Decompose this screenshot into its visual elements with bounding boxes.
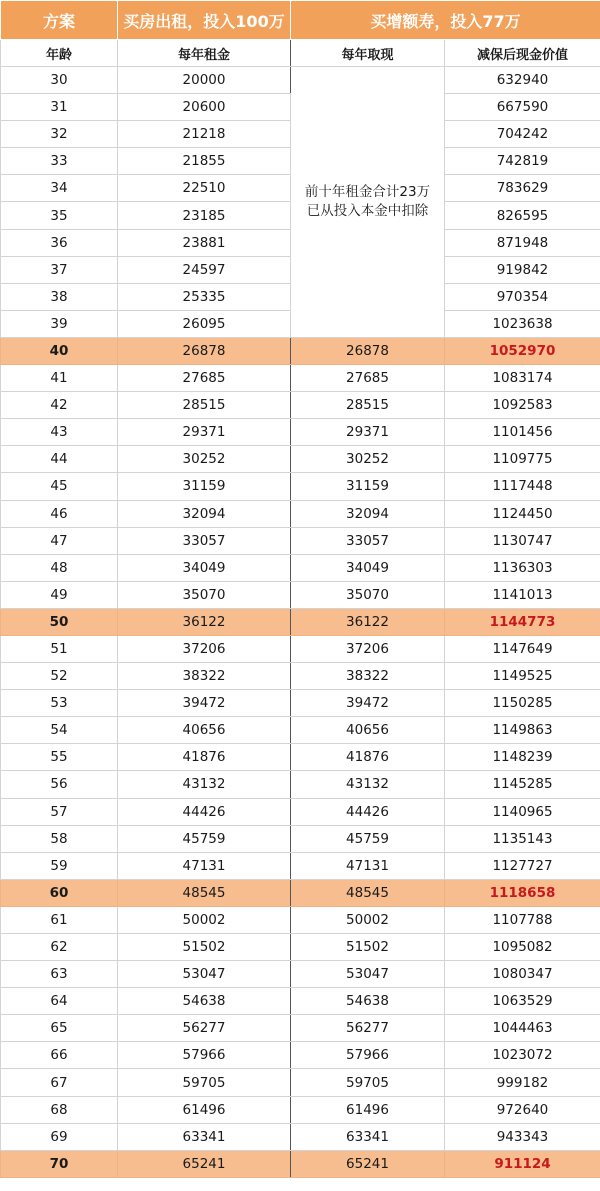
cash-value-cell: 1095082 [445, 934, 600, 961]
cash-value-cell: 911124 [445, 1150, 600, 1177]
annual-rent-cell: 26878 [118, 337, 291, 364]
cash-value-cell: 1144773 [445, 608, 600, 635]
age-cell: 64 [1, 988, 118, 1015]
annual-rent-cell: 59705 [118, 1069, 291, 1096]
annual-rent-cell: 50002 [118, 906, 291, 933]
age-cell: 68 [1, 1096, 118, 1123]
table-row [1, 961, 600, 988]
annual-withdrawal-cell: 40656 [291, 717, 445, 744]
deduction-note [291, 67, 445, 338]
cash-value-cell: 1140965 [445, 798, 600, 825]
annual-rent-cell: 21855 [118, 148, 291, 175]
annual-withdrawal-cell: 51502 [291, 934, 445, 961]
cash-value-cell: 667590 [445, 94, 600, 121]
age-cell: 32 [1, 121, 118, 148]
age-cell: 35 [1, 202, 118, 229]
annual-withdrawal-cell: 35070 [291, 581, 445, 608]
subheader-age: 年龄 [1, 40, 118, 67]
annual-rent-cell: 22510 [118, 175, 291, 202]
annual-withdrawal-cell: 59705 [291, 1069, 445, 1096]
annual-rent-cell: 31159 [118, 473, 291, 500]
age-cell: 39 [1, 310, 118, 337]
table-row [1, 744, 600, 771]
table-row [1, 1042, 600, 1069]
table-row [1, 1069, 600, 1096]
age-cell: 52 [1, 663, 118, 690]
annual-rent-cell: 41876 [118, 744, 291, 771]
cash-value-cell: 1145285 [445, 771, 600, 798]
table-row [1, 67, 600, 94]
annual-withdrawal-cell: 53047 [291, 961, 445, 988]
cash-value-cell: 1124450 [445, 500, 600, 527]
table-row [1, 852, 600, 879]
annual-withdrawal-cell: 45759 [291, 825, 445, 852]
age-cell: 31 [1, 94, 118, 121]
annual-withdrawal-cell: 47131 [291, 852, 445, 879]
table-row [1, 1123, 600, 1150]
annual-rent-cell: 37206 [118, 635, 291, 662]
age-cell: 38 [1, 283, 118, 310]
table-row [1, 392, 600, 419]
table-row [1, 798, 600, 825]
table-row [1, 771, 600, 798]
header-option-b: 买增额寿，投入77万 [291, 1, 600, 40]
age-cell: 47 [1, 527, 118, 554]
table-row [1, 988, 600, 1015]
annual-rent-cell: 23185 [118, 202, 291, 229]
annual-withdrawal-cell: 48545 [291, 879, 445, 906]
annual-rent-cell: 45759 [118, 825, 291, 852]
age-cell: 57 [1, 798, 118, 825]
annual-rent-cell: 25335 [118, 283, 291, 310]
age-cell: 54 [1, 717, 118, 744]
annual-withdrawal-cell: 65241 [291, 1150, 445, 1177]
annual-withdrawal-cell: 36122 [291, 608, 445, 635]
cash-value-cell: 1023072 [445, 1042, 600, 1069]
annual-withdrawal-cell: 57966 [291, 1042, 445, 1069]
age-cell: 58 [1, 825, 118, 852]
annual-rent-cell: 54638 [118, 988, 291, 1015]
annual-rent-cell: 20600 [118, 94, 291, 121]
age-cell: 60 [1, 879, 118, 906]
annual-withdrawal-cell: 34049 [291, 554, 445, 581]
cash-value-cell: 1149525 [445, 663, 600, 690]
table-row [1, 717, 600, 744]
cash-value-cell: 704242 [445, 121, 600, 148]
cash-value-cell: 1141013 [445, 581, 600, 608]
annual-rent-cell: 44426 [118, 798, 291, 825]
cash-value-cell: 1109775 [445, 446, 600, 473]
age-cell: 65 [1, 1015, 118, 1042]
table-row [1, 934, 600, 961]
annual-rent-cell: 53047 [118, 961, 291, 988]
age-cell: 53 [1, 690, 118, 717]
annual-rent-cell: 36122 [118, 608, 291, 635]
cash-value-cell: 826595 [445, 202, 600, 229]
annual-withdrawal-cell: 56277 [291, 1015, 445, 1042]
cash-value-cell: 1023638 [445, 310, 600, 337]
annual-withdrawal-cell: 61496 [291, 1096, 445, 1123]
subheader-row [1, 40, 600, 67]
cash-value-cell: 1135143 [445, 825, 600, 852]
annual-withdrawal-cell: 27685 [291, 365, 445, 392]
table-row [1, 825, 600, 852]
annual-withdrawal-cell: 30252 [291, 446, 445, 473]
annual-rent-cell: 47131 [118, 852, 291, 879]
deduction-note-line-2: 已从投入本金中扣除 [306, 202, 429, 219]
table-row [1, 337, 600, 364]
annual-rent-cell: 28515 [118, 392, 291, 419]
table-row [1, 663, 600, 690]
age-cell: 59 [1, 852, 118, 879]
annual-withdrawal-cell: 26878 [291, 337, 445, 364]
header-option-a: 买房出租，投入100万 [118, 1, 291, 40]
cash-value-cell: 1052970 [445, 337, 600, 364]
cash-value-cell: 1149863 [445, 717, 600, 744]
subheader-cash-value: 减保后现金价值 [445, 40, 600, 67]
cash-value-cell: 943343 [445, 1123, 600, 1150]
table-row [1, 500, 600, 527]
deduction-note-line-1: 前十年租金合计23万 [304, 183, 431, 200]
age-cell: 46 [1, 500, 118, 527]
cash-value-cell: 919842 [445, 256, 600, 283]
cash-value-cell: 1101456 [445, 419, 600, 446]
age-cell: 41 [1, 365, 118, 392]
cash-value-cell: 1083174 [445, 365, 600, 392]
table-row [1, 1096, 600, 1123]
header-row [1, 1, 600, 40]
annual-withdrawal-cell: 31159 [291, 473, 445, 500]
age-cell: 44 [1, 446, 118, 473]
age-cell: 49 [1, 581, 118, 608]
annual-rent-cell: 61496 [118, 1096, 291, 1123]
annual-rent-cell: 39472 [118, 690, 291, 717]
header-plan: 方案 [1, 1, 118, 40]
annual-rent-cell: 43132 [118, 771, 291, 798]
annual-rent-cell: 63341 [118, 1123, 291, 1150]
annual-withdrawal-cell: 44426 [291, 798, 445, 825]
annual-rent-cell: 35070 [118, 581, 291, 608]
age-cell: 70 [1, 1150, 118, 1177]
table-row [1, 879, 600, 906]
table-row [1, 581, 600, 608]
annual-withdrawal-cell: 43132 [291, 771, 445, 798]
subheader-annual-withdrawal: 每年取现 [291, 40, 445, 67]
age-cell: 43 [1, 419, 118, 446]
annual-rent-cell: 26095 [118, 310, 291, 337]
annual-withdrawal-cell: 41876 [291, 744, 445, 771]
annual-withdrawal-cell: 38322 [291, 663, 445, 690]
cash-value-cell: 1063529 [445, 988, 600, 1015]
table-row [1, 608, 600, 635]
cash-value-cell: 1118658 [445, 879, 600, 906]
annual-rent-cell: 57966 [118, 1042, 291, 1069]
table-row [1, 473, 600, 500]
age-cell: 37 [1, 256, 118, 283]
annual-rent-cell: 56277 [118, 1015, 291, 1042]
age-cell: 56 [1, 771, 118, 798]
annual-rent-cell: 29371 [118, 419, 291, 446]
cash-value-cell: 1092583 [445, 392, 600, 419]
age-cell: 55 [1, 744, 118, 771]
cash-value-cell: 970354 [445, 283, 600, 310]
table-row [1, 635, 600, 662]
annual-rent-cell: 20000 [118, 67, 291, 94]
cash-value-cell: 1148239 [445, 744, 600, 771]
age-cell: 33 [1, 148, 118, 175]
table-row [1, 906, 600, 933]
annual-rent-cell: 32094 [118, 500, 291, 527]
annual-rent-cell: 21218 [118, 121, 291, 148]
age-cell: 34 [1, 175, 118, 202]
age-cell: 40 [1, 337, 118, 364]
annual-withdrawal-cell: 63341 [291, 1123, 445, 1150]
annual-withdrawal-cell: 50002 [291, 906, 445, 933]
table-row [1, 527, 600, 554]
annual-rent-cell: 23881 [118, 229, 291, 256]
annual-withdrawal-cell: 39472 [291, 690, 445, 717]
cash-value-cell: 1044463 [445, 1015, 600, 1042]
cash-value-cell: 783629 [445, 175, 600, 202]
cash-value-cell: 632940 [445, 67, 600, 94]
annual-withdrawal-cell: 28515 [291, 392, 445, 419]
cash-value-cell: 1127727 [445, 852, 600, 879]
annual-rent-cell: 48545 [118, 879, 291, 906]
annual-rent-cell: 34049 [118, 554, 291, 581]
cash-value-cell: 1150285 [445, 690, 600, 717]
table-row [1, 446, 600, 473]
cash-value-cell: 871948 [445, 229, 600, 256]
age-cell: 42 [1, 392, 118, 419]
age-cell: 61 [1, 906, 118, 933]
table-row [1, 1015, 600, 1042]
age-cell: 50 [1, 608, 118, 635]
cash-value-cell: 972640 [445, 1096, 600, 1123]
cash-value-cell: 1080347 [445, 961, 600, 988]
annual-rent-cell: 30252 [118, 446, 291, 473]
annual-rent-cell: 33057 [118, 527, 291, 554]
table-row [1, 554, 600, 581]
age-cell: 51 [1, 635, 118, 662]
annual-rent-cell: 65241 [118, 1150, 291, 1177]
age-cell: 30 [1, 67, 118, 94]
annual-rent-cell: 38322 [118, 663, 291, 690]
annual-withdrawal-cell: 37206 [291, 635, 445, 662]
age-cell: 63 [1, 961, 118, 988]
subheader-annual-rent: 每年租金 [118, 40, 291, 67]
table-row [1, 1150, 600, 1177]
cash-value-cell: 999182 [445, 1069, 600, 1096]
age-cell: 62 [1, 934, 118, 961]
age-cell: 36 [1, 229, 118, 256]
age-cell: 48 [1, 554, 118, 581]
annual-withdrawal-cell: 32094 [291, 500, 445, 527]
cash-value-cell: 1147649 [445, 635, 600, 662]
annual-rent-cell: 27685 [118, 365, 291, 392]
table-row [1, 690, 600, 717]
age-cell: 69 [1, 1123, 118, 1150]
cash-value-cell: 1130747 [445, 527, 600, 554]
cash-value-cell: 1136303 [445, 554, 600, 581]
cash-value-cell: 1107788 [445, 906, 600, 933]
age-cell: 45 [1, 473, 118, 500]
annual-withdrawal-cell: 33057 [291, 527, 445, 554]
table-row [1, 419, 600, 446]
annual-rent-cell: 40656 [118, 717, 291, 744]
age-cell: 66 [1, 1042, 118, 1069]
annual-withdrawal-cell: 54638 [291, 988, 445, 1015]
age-cell: 67 [1, 1069, 118, 1096]
annual-rent-cell: 24597 [118, 256, 291, 283]
annual-rent-cell: 51502 [118, 934, 291, 961]
cash-value-cell: 1117448 [445, 473, 600, 500]
table-row [1, 365, 600, 392]
cash-value-cell: 742819 [445, 148, 600, 175]
annual-withdrawal-cell: 29371 [291, 419, 445, 446]
